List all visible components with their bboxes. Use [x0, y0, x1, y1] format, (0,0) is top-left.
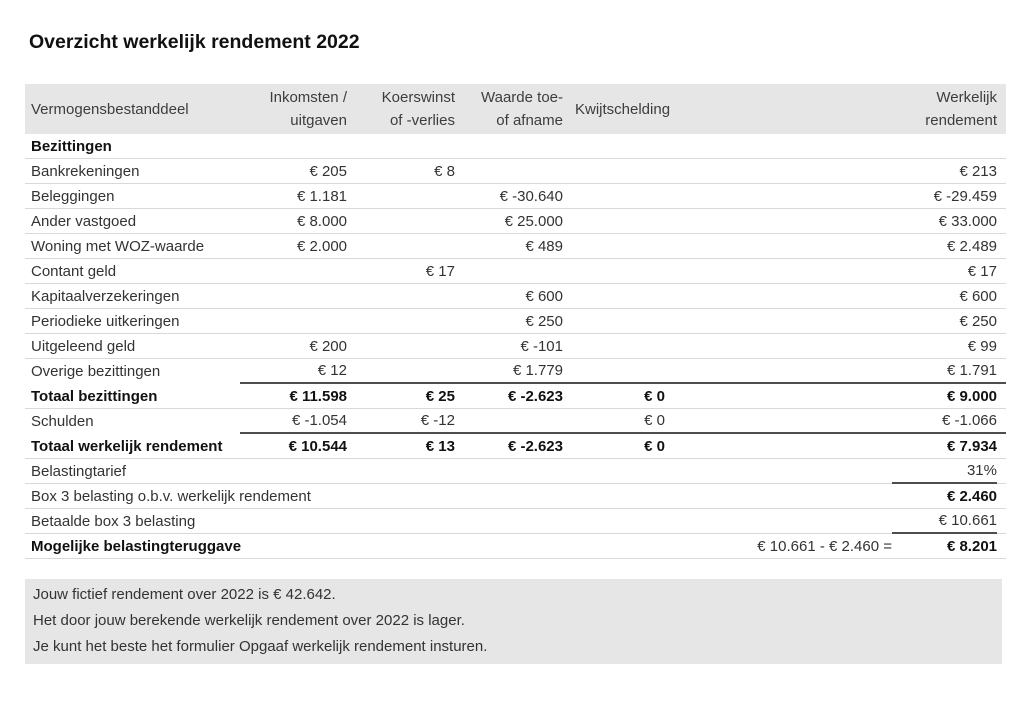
table-row — [25, 384, 1006, 409]
column-header-line1: Waarde toe- — [481, 89, 563, 106]
column-header-line1: Vermogensbestanddeel — [31, 100, 189, 118]
row-value: € -1.066 — [675, 409, 1006, 434]
row-value: € 250 — [675, 309, 1006, 334]
row-label: Woning met WOZ-waarde — [25, 234, 240, 259]
row-value: € 12 — [240, 359, 347, 384]
row-value — [455, 159, 563, 184]
table-row — [25, 334, 1006, 359]
table-row — [25, 134, 1006, 159]
table-row — [25, 184, 1006, 209]
row-label: Uitgeleend geld — [25, 334, 240, 359]
row-value: € 600 — [455, 284, 563, 309]
report-page — [0, 31, 1024, 664]
row-value: € 13 — [347, 434, 455, 459]
row-value — [240, 284, 347, 309]
row-label: Beleggingen — [25, 184, 240, 209]
row-value: € 0 — [563, 434, 675, 459]
row-value: € 205 — [240, 159, 347, 184]
row-value: € -29.459 — [675, 184, 1006, 209]
row-value: € 99 — [675, 334, 1006, 359]
row-value: € -2.623 — [455, 384, 563, 409]
table-bottom-rows — [25, 459, 1006, 559]
row-value: € 10.544 — [240, 434, 347, 459]
row-value: € 1.181 — [240, 184, 347, 209]
row-value — [563, 159, 675, 184]
row-value: € -12 — [347, 409, 455, 434]
row-value — [563, 284, 675, 309]
row-value: € -2.623 — [455, 434, 563, 459]
table-row — [25, 309, 1006, 334]
row-value — [347, 209, 455, 234]
bottom-row-value: € 8.201 — [946, 537, 997, 555]
info-line: Het door jouw berekende werkelijk rendement over 2022 is lager. — [33, 612, 465, 629]
row-value — [347, 284, 455, 309]
row-value — [563, 259, 675, 284]
row-value: € 25.000 — [455, 209, 563, 234]
bottom-row-label: Belastingtarief — [31, 462, 127, 480]
row-value: € 2.489 — [675, 234, 1006, 259]
table-row — [25, 234, 1006, 259]
row-value — [455, 409, 563, 434]
row-value — [347, 309, 455, 334]
row-value — [347, 234, 455, 259]
column-header-line1: Inkomsten / — [269, 89, 347, 106]
row-label: Totaal bezittingen — [25, 384, 240, 409]
row-value: € 1.779 — [455, 359, 563, 384]
column-header-line2: of -verlies — [389, 112, 455, 129]
bottom-row — [25, 459, 1006, 484]
row-value: € 2.000 — [240, 234, 347, 259]
row-value: € 8 — [347, 159, 455, 184]
row-value — [347, 359, 455, 384]
bottom-row — [25, 484, 1006, 509]
row-value: € -1.054 — [240, 409, 347, 434]
column-header-line1: Kwijtschelding — [575, 100, 671, 118]
column-header — [25, 84, 240, 134]
row-value: € 17 — [347, 259, 455, 284]
row-label: Schulden — [31, 412, 94, 430]
row-value — [347, 334, 455, 359]
column-header — [455, 84, 563, 134]
row-value — [563, 234, 675, 259]
bottom-row-label: Box 3 belasting o.b.v. werkelijk rendement — [31, 487, 311, 505]
row-value — [563, 184, 675, 209]
calculation-formula: € 10.661 - € 2.460 = — [757, 537, 892, 555]
column-header-line2: uitgaven — [290, 112, 347, 129]
row-value: € 7.934 — [675, 434, 1006, 459]
row-value: € 489 — [455, 234, 563, 259]
row-value — [563, 334, 675, 359]
row-value — [563, 359, 675, 384]
row-value — [455, 134, 563, 159]
row-value — [347, 134, 455, 159]
table-header-row — [25, 84, 1006, 134]
row-value: € 8.000 — [240, 209, 347, 234]
bottom-row-label: Mogelijke belastingteruggave — [31, 537, 242, 555]
row-value: € 200 — [240, 334, 347, 359]
info-box — [25, 579, 1002, 664]
row-value: € 213 — [675, 159, 1006, 184]
row-value: € -30.640 — [455, 184, 563, 209]
row-label: Bankrekeningen — [25, 159, 240, 184]
rendement-table — [25, 84, 1006, 559]
table-row — [25, 259, 1006, 284]
column-header-line2: rendement — [925, 112, 997, 129]
row-value: € 0 — [563, 384, 675, 409]
row-value: € 600 — [675, 284, 1006, 309]
table-row — [25, 284, 1006, 309]
row-value: € 33.000 — [675, 209, 1006, 234]
row-label: Kapitaalverzekeringen — [25, 284, 240, 309]
column-header-line1: Werkelijk — [936, 89, 997, 106]
bottom-row — [25, 534, 1006, 559]
row-value: € 25 — [347, 384, 455, 409]
row-value: € 11.598 — [240, 384, 347, 409]
row-value: € 0 — [563, 409, 675, 434]
row-value: € 9.000 — [675, 384, 1006, 409]
row-label: Ander vastgoed — [25, 209, 240, 234]
row-value — [455, 259, 563, 284]
bottom-row-label: Betaalde box 3 belasting — [31, 512, 196, 530]
row-value — [240, 309, 347, 334]
column-header — [563, 84, 675, 134]
table-row — [25, 409, 1006, 434]
row-value: € 17 — [675, 259, 1006, 284]
row-value — [347, 184, 455, 209]
table-row — [25, 159, 1006, 184]
bottom-row-value: € 10.661 — [892, 509, 997, 534]
table-row — [25, 434, 1006, 459]
row-label: Contant geld — [25, 259, 240, 284]
column-header-line2: of afname — [496, 112, 563, 129]
info-line: Je kunt het beste het formulier Opgaaf werkelijk rendement insturen. — [33, 638, 488, 655]
bottom-row-value: 31% — [892, 459, 997, 484]
bottom-row — [25, 509, 1006, 534]
table-body — [25, 134, 1006, 459]
row-value: € -101 — [455, 334, 563, 359]
column-header — [240, 84, 347, 134]
row-label: Totaal werkelijk rendement — [25, 434, 240, 459]
row-value: € 1.791 — [675, 359, 1006, 384]
table-row — [25, 209, 1006, 234]
column-header-line1: Koerswinst — [381, 89, 455, 106]
column-header — [675, 84, 1006, 134]
row-value — [675, 134, 1006, 159]
row-value — [563, 134, 675, 159]
row-label: Bezittingen — [25, 134, 240, 159]
info-line: Jouw fictief rendement over 2022 is € 42.642. — [33, 586, 336, 603]
table-row — [25, 359, 1006, 384]
bottom-row-value: € 2.460 — [946, 487, 997, 505]
row-label: Overige bezittingen — [31, 362, 161, 380]
row-value — [240, 259, 347, 284]
row-value — [563, 309, 675, 334]
row-value: € 250 — [455, 309, 563, 334]
row-value — [563, 209, 675, 234]
column-header — [347, 84, 455, 134]
row-value — [240, 134, 347, 159]
row-label: Periodieke uitkeringen — [25, 309, 240, 334]
page-title: Overzicht werkelijk rendement 2022 — [29, 31, 360, 53]
